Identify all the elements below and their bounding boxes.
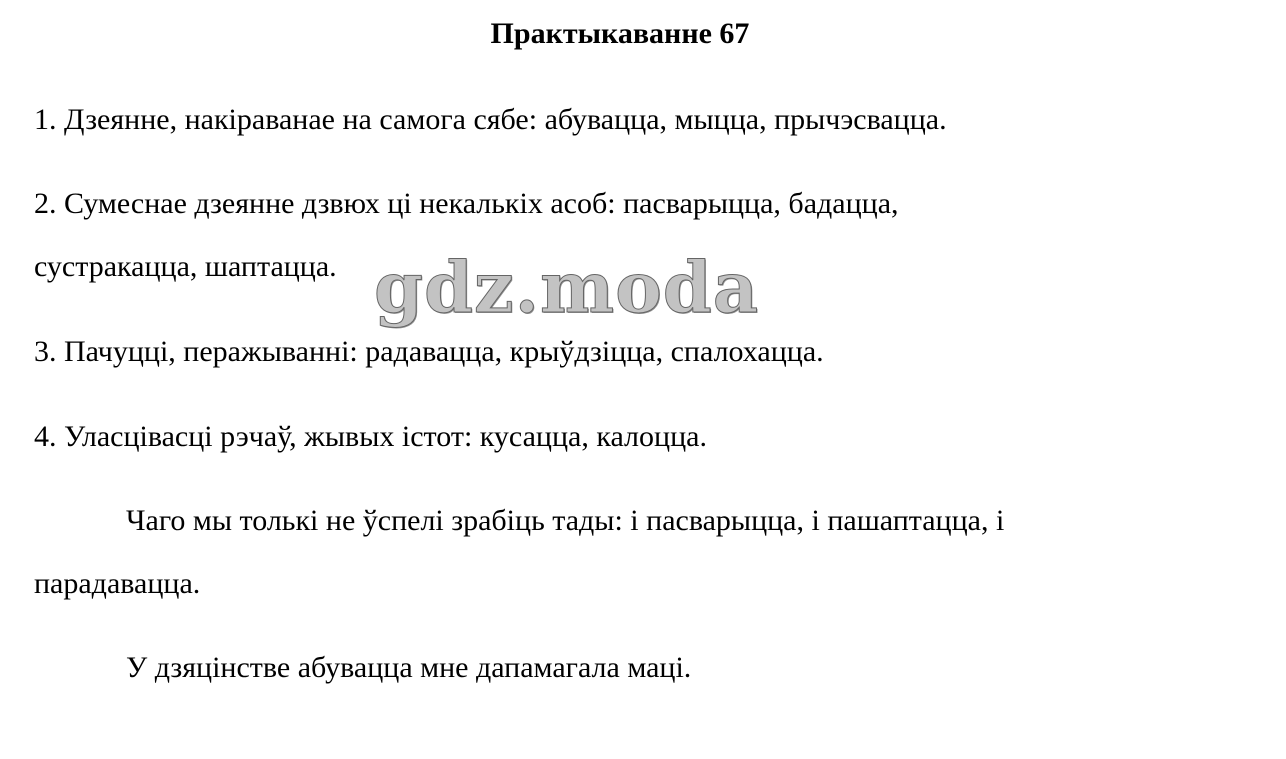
item-1: 1. Дзеянне, накіраванае на самога сябе: абувацца, мыцца, прычэсвацца. xyxy=(34,103,947,136)
page-title: Практыкаванне 67 xyxy=(490,17,750,50)
paragraph-2: У дзяцінстве абувацца мне дапамагала маці. xyxy=(126,651,692,684)
item-4: 4. Уласцівасці рэчаў, жывых істот: кусацца, калоцца. xyxy=(34,420,707,453)
watermark-logo: gdz.moda xyxy=(374,246,760,329)
item-2-continuation: сустракацца, шаптацца. xyxy=(34,250,337,283)
item-2: 2. Сумеснае дзеянне дзвюх ці некалькіх асоб: пасварыцца, бадацца, xyxy=(34,187,899,220)
paragraph-1-continuation: парадавацца. xyxy=(34,567,201,600)
paragraph-1: Чаго мы толькі не ўспелі зрабіць тады: і пасварыцца, і пашаптацца, і xyxy=(126,504,1005,537)
item-3: 3. Пачуцці, перажыванні: радавацца, крыўдзіцца, спалохацца. xyxy=(34,335,824,368)
